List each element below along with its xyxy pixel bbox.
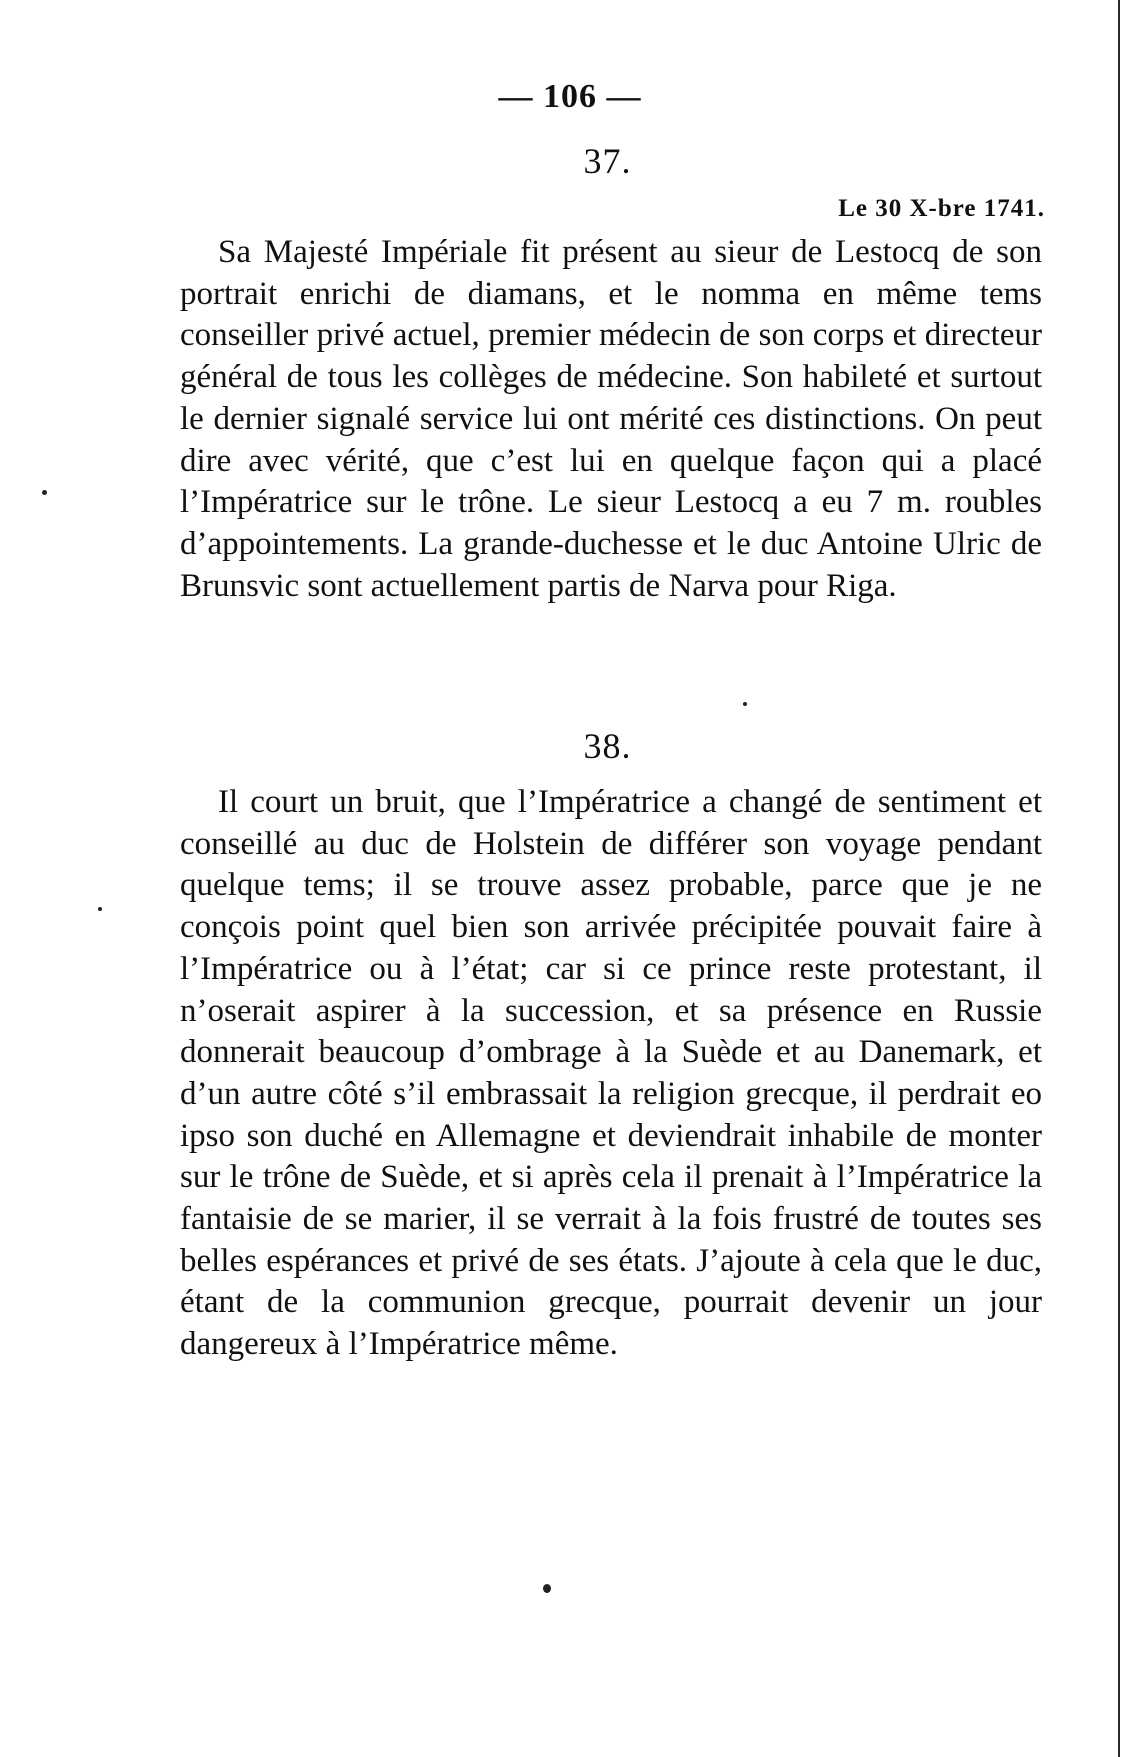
page-edge-rule [1118, 0, 1120, 1757]
ink-speck [42, 490, 47, 495]
entry-date: Le 30 X-bre 1741. [838, 195, 1045, 222]
ink-speck [543, 1584, 551, 1593]
section-number-37: 37. [583, 141, 632, 181]
ink-speck [743, 702, 747, 706]
entry-38-paragraph: Il court un bruit, que l’Impératrice a changé de sentiment et conseillé au duc de Holstein de différer son voyage pendant quelque tems; il se trouve assez probable, parce que je ne conçois point quel bien son arrivée précipitée pouvait faire à l’Impératrice ou à l’état; car si ce prince reste protestant, il n’oserait aspirer à la succession, et sa présence en Russie donnerait beaucoup d’ombrage à la Suède et au Danemark, et d’un autre côté s’il embrassait la religion grecque, il perdrait eo ipso son duché en Allemagne et deviendrait inhabile de monter sur le trône de Suède, et si après cela il prenait à l’Impératrice la fantaisie de se marier, il se verrait à la fois frustré de toutes ses belles espérances et privé de ses états. J’ajoute à cela que le duc, étant de la communion grecque, pourrait devenir un jour dangereux à l’Impératrice même. [180, 784, 1042, 1363]
page-number: — 106 — [498, 78, 642, 115]
section-number-38: 38. [583, 726, 632, 766]
ink-speck [98, 907, 102, 911]
entry-37-paragraph: Sa Majesté Impériale fit présent au sieur de Lestocq de son portrait enrichi de diamans, et le nomma en même tems conseiller privé actuel, premier médecin de son corps et directeur général de tous les collèges de médecine. Son habileté et surtout le dernier signalé service lui ont mérité ces distinctions. On peut dire avec vérité, que c’est lui en quelque façon qui a placé l’Impératrice sur le trône. Le sieur Lestocq a eu 7 m. roubles d’appointements. La grande-duchesse et le duc Antoine Ulric de Brunsvic sont actuellement partis de Narva pour Riga. [180, 234, 1042, 604]
